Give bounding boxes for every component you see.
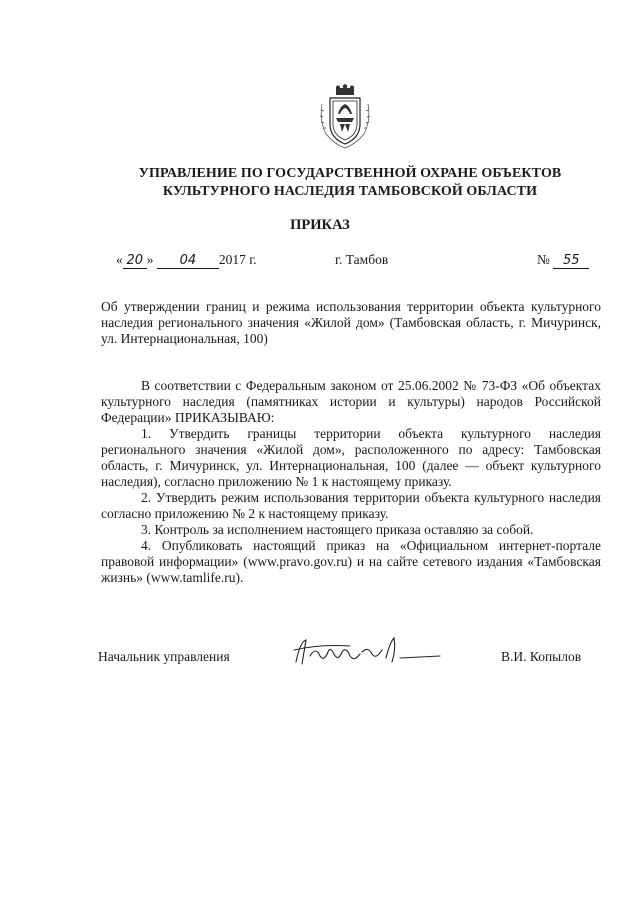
organization-title	[100, 165, 600, 201]
order-place: г. Тамбов	[335, 252, 389, 267]
date-day: 20	[123, 254, 147, 269]
paragraph-preamble: В соответствии с Федеральным законом от 25.06.2002 № 73-ФЗ «Об объектах культурного наследия (памятниках истории и культуры) народов Российской Федерации» ПРИКАЗЫВАЮ:	[101, 378, 601, 425]
order-date	[116, 252, 257, 269]
coat-of-arms-emblem	[316, 84, 374, 150]
paragraph-item-4: 4. Опубликовать настоящий приказ на «Официальном интернет-портале правовой информации» (www.pravo.gov.ru) и на сайте сетевого издания «Тамбовская жизнь» (www.tamlife.ru).	[101, 538, 601, 585]
date-close-quote: »	[146, 252, 154, 267]
order-number	[537, 252, 589, 269]
paragraph-item-1: 1. Утвердить границы территории объекта культурного наследия регионального значения «Жилой дом», расположенного по адресу: Тамбовская область, г. Мичуринск, ул. Интернациональная, 100 (далее — объект культурного наследия), согласно приложению № 1 к настоящему приказу.	[101, 426, 601, 489]
signatory-title: Начальник управления	[98, 649, 230, 664]
paragraph-item-3: 3. Контроль за исполнением настоящего приказа оставляю за собой.	[141, 522, 534, 537]
document-type-heading: ПРИКАЗ	[290, 217, 350, 233]
date-open-quote: «	[116, 252, 123, 267]
date-month: 04	[157, 254, 219, 269]
number-label: №	[537, 252, 550, 267]
order-body	[101, 378, 601, 586]
organization-title-line2: КУЛЬТУРНОГО НАСЛЕДИЯ ТАМБОВСКОЙ ОБЛАСТИ	[162, 184, 538, 199]
signatory-name: В.И. Копылов	[501, 649, 582, 664]
order-subject: Об утверждении границ и режима использования территории объекта культурного наследия регионального значения «Жилой дом» (Тамбовская область, г. Мичуринск, ул. Интернациональная, 100)	[101, 299, 601, 346]
handwritten-signature	[290, 632, 450, 672]
organization-title-line1: УПРАВЛЕНИЕ ПО ГОСУДАРСТВЕННОЙ ОХРАНЕ ОБЪЕКТОВ	[138, 166, 562, 181]
paragraph-item-2: 2. Утвердить режим использования территории объекта культурного наследия согласно приложению № 2 к настоящему приказу.	[101, 490, 601, 521]
number-value: 55	[553, 254, 589, 269]
date-year: 2017 г.	[218, 252, 257, 267]
